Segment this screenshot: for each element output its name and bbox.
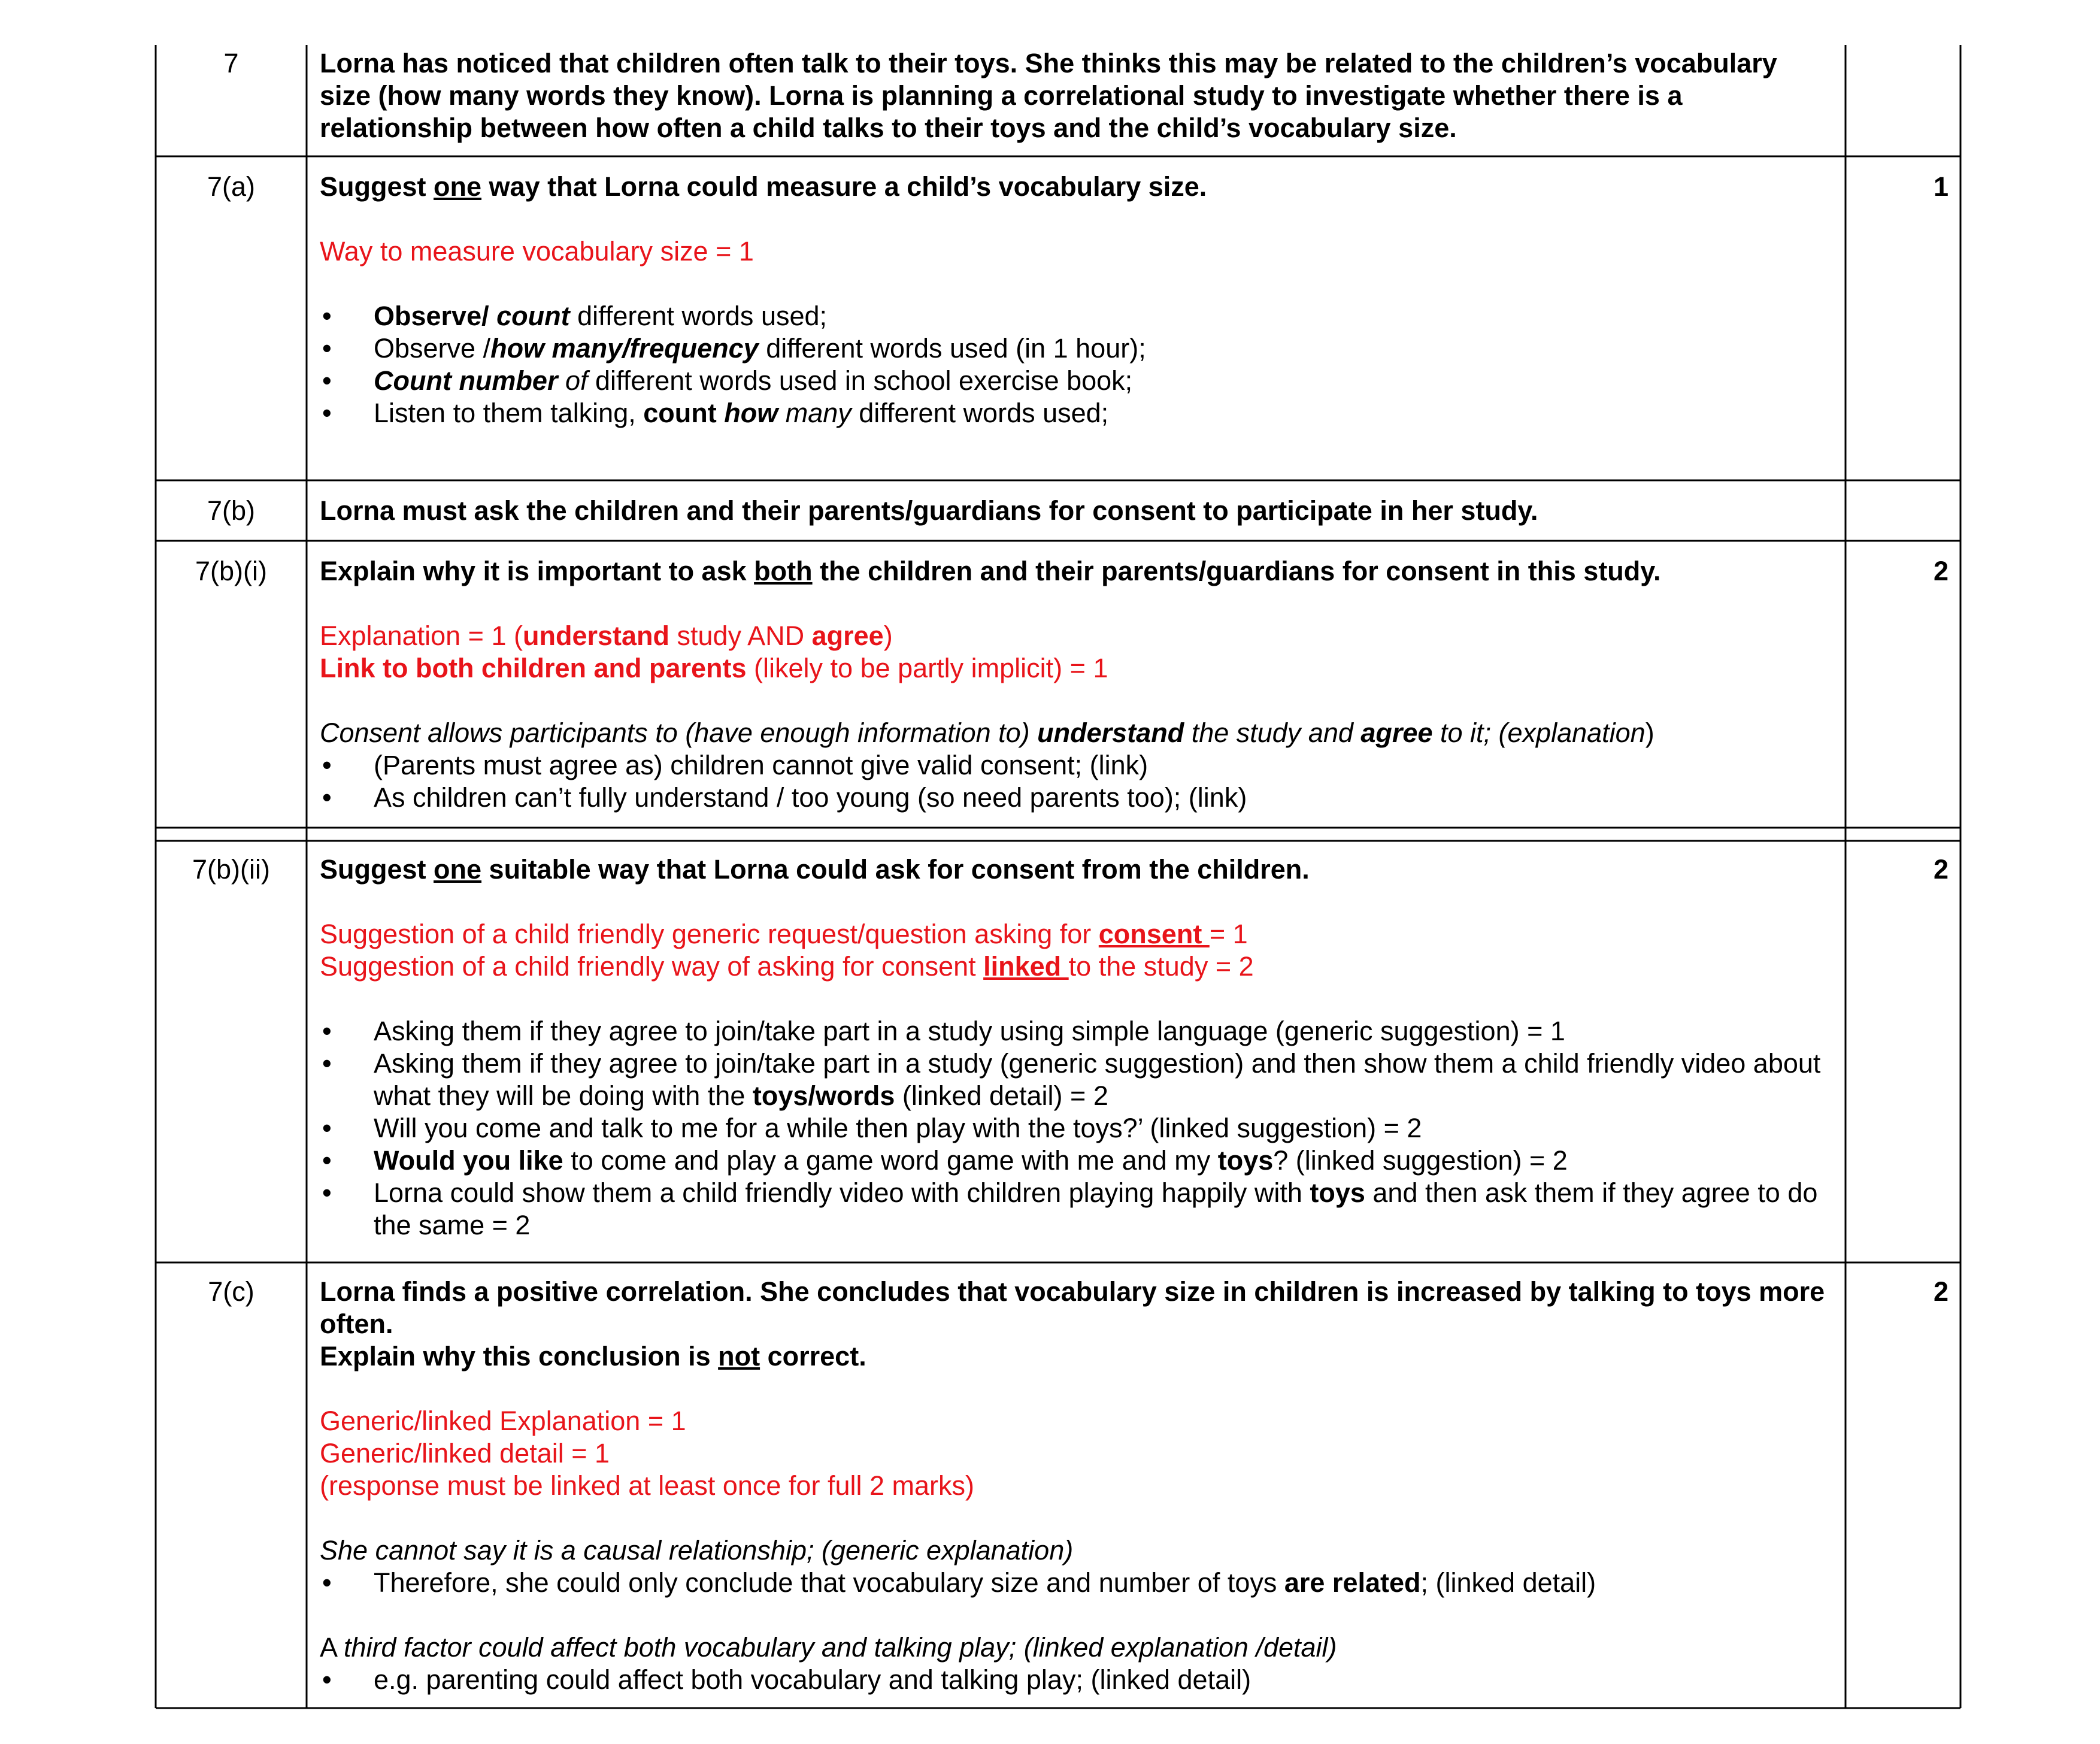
text-run: A: [320, 1632, 344, 1663]
text-run: Generic/linked Explanation = 1: [320, 1406, 686, 1436]
spacer: [320, 1599, 1835, 1631]
paragraph: [320, 235, 1835, 268]
paragraph: [320, 1470, 1835, 1502]
text-run: Lorna must ask the children and their parents/guardians for consent to participate in her study.: [320, 495, 1538, 526]
text-run: Would you like: [374, 1145, 563, 1176]
question-number-7bii: 7(b)(ii): [192, 854, 270, 885]
question-7a-content: [320, 171, 1835, 429]
paragraph: [320, 853, 1835, 886]
text-run: the study and: [1184, 717, 1361, 748]
text-run: e.g. parenting could affect both vocabulary and talking play; (linked detail): [374, 1664, 1251, 1695]
text-run: Therefore, she could only conclude that vocabulary size and number of toys: [374, 1567, 1284, 1598]
text-run: Way to measure vocabulary size = 1: [320, 236, 754, 267]
text-run: (linked detail) = 2: [895, 1080, 1108, 1111]
text-run: Consent allows participants to (have enough information to): [320, 717, 1038, 748]
text-run: ): [883, 620, 893, 651]
paragraph: [320, 47, 1835, 144]
spacer: [320, 203, 1835, 235]
paragraph: [320, 620, 1835, 652]
text-run: understand: [1037, 717, 1184, 748]
text-run: both: [754, 556, 813, 586]
list-item: [320, 1664, 1835, 1696]
spacer: [320, 685, 1835, 717]
text-run: one: [434, 171, 482, 202]
text-run: = 1: [1209, 919, 1248, 949]
text-run: Count number: [374, 365, 558, 396]
text-run: (response must be linked at least once for full 2 marks): [320, 1470, 974, 1501]
text-run: different words used (in 1 hour);: [758, 333, 1146, 364]
list-item: [320, 1567, 1835, 1599]
text-run: Lorna could show them a child friendly video with children playing happily with: [374, 1177, 1310, 1208]
list-item: [320, 300, 1835, 332]
paragraph: [320, 1437, 1835, 1470]
paragraph: [320, 717, 1835, 749]
bullet-list: [320, 1664, 1835, 1696]
text-run: Listen to them talking,: [374, 398, 644, 428]
text-run: Explain why it is important to ask: [320, 556, 754, 586]
list-item: [320, 782, 1835, 814]
bullet-list: [320, 1015, 1835, 1242]
text-run: Asking them if they agree to join/take part in a study using simple language (generic suggestion) = 1: [374, 1016, 1565, 1046]
text-run: ; (linked detail): [1420, 1567, 1596, 1598]
text-run: understand: [522, 620, 670, 651]
text-run: Suggestion of a child friendly generic request/question asking for: [320, 919, 1099, 949]
text-run: As children can’t fully understand / too young (so need parents too); (link): [374, 782, 1247, 813]
text-run: study AND: [669, 620, 812, 651]
text-run: (likely to be partly implicit) = 1: [746, 653, 1108, 683]
paragraph: [320, 555, 1835, 588]
paragraph: [320, 1276, 1835, 1340]
text-run: many: [778, 398, 851, 428]
spacer: [320, 268, 1835, 300]
text-run: toys/words: [752, 1080, 895, 1111]
question-number-7b: 7(b): [207, 495, 256, 526]
list-item: [320, 1112, 1835, 1144]
list-item: [320, 332, 1835, 365]
marks-7bii: 2: [1933, 854, 1949, 885]
text-run: suitable way that Lorna could ask for consent from the children.: [481, 854, 1310, 885]
bullet-list: [320, 749, 1835, 814]
text-run: and then ask them if they agree to do the same = 2: [374, 1177, 1818, 1240]
text-run: correct.: [760, 1341, 866, 1371]
paragraph: [320, 1340, 1835, 1373]
list-item: [320, 1015, 1835, 1047]
paragraph: [320, 950, 1835, 983]
text-run: Suggest: [320, 171, 434, 202]
paragraph: [320, 1631, 1835, 1664]
text-run: count: [496, 301, 570, 331]
question-number-7a: 7(a): [207, 171, 256, 202]
paragraph: [320, 652, 1835, 685]
text-run: Observe /: [374, 333, 491, 364]
spacer: [320, 886, 1835, 918]
text-run: different words used;: [851, 398, 1109, 428]
text-run: third factor could affect both vocabulary and talking play; (linked explanation /detail): [344, 1632, 1337, 1663]
text-run: Generic/linked detail = 1: [320, 1438, 610, 1469]
question-7b-content: [320, 495, 1835, 527]
question-stem-7: [320, 47, 1835, 144]
paragraph: [320, 918, 1835, 950]
text-run: ): [1645, 717, 1654, 748]
question-7bii-content: [320, 853, 1835, 1242]
marks-7a: 1: [1933, 171, 1949, 202]
text-run: Link to both children and parents: [320, 653, 747, 683]
paragraph: [320, 1405, 1835, 1437]
spacer: [320, 983, 1835, 1015]
text-run: Explanation = 1 (: [320, 620, 523, 651]
question-7bi-content: [320, 555, 1835, 814]
question-number-7c: 7(c): [208, 1276, 254, 1307]
list-item: [320, 1177, 1835, 1242]
text-run: different words used;: [569, 301, 828, 331]
text-run: way that Lorna could measure a child’s vocabulary size.: [481, 171, 1207, 202]
list-item: [320, 365, 1835, 397]
text-run: to the study = 2: [1068, 951, 1254, 982]
text-run: are related: [1284, 1567, 1421, 1598]
marks-7bi: 2: [1933, 556, 1949, 586]
spacer: [320, 588, 1835, 620]
text-run: toys: [1310, 1177, 1365, 1208]
question-7c-content: [320, 1276, 1835, 1696]
text-run: Lorna has noticed that children often talk to their toys. She thinks this may be related to the children’s vocabulary size (how many words they know). Lorna is planning a correlational study to investigate whether there is a relationship between how often a child talks to their toys and the child’s vocabulary size.: [320, 48, 1777, 143]
text-run: toys: [1217, 1145, 1274, 1176]
marks-7c: 2: [1933, 1276, 1949, 1307]
text-run: different words used in school exercise book;: [587, 365, 1133, 396]
text-run: Observe/: [374, 301, 497, 331]
text-run: Suggestion of a child friendly way of asking for consent: [320, 951, 984, 982]
text-run: one: [434, 854, 482, 885]
text-run: She cannot say it is a causal relationship; (generic explanation): [320, 1535, 1074, 1566]
spacer: [320, 1502, 1835, 1534]
spacer: [320, 1373, 1835, 1405]
list-item: [320, 1144, 1835, 1177]
bullet-list: [320, 300, 1835, 429]
list-item: [320, 749, 1835, 782]
paragraph: [320, 171, 1835, 203]
text-run: Will you come and talk to me for a while then play with the toys?’ (linked suggestion) = 2: [374, 1113, 1422, 1143]
text-run: (Parents must agree as) children cannot give valid consent; (link): [374, 750, 1149, 780]
question-number-7bi: 7(b)(i): [195, 556, 267, 586]
paragraph: [320, 1534, 1835, 1567]
text-run: agree: [1360, 717, 1433, 748]
text-run: how many/frequency: [490, 333, 759, 364]
text-run: agree: [811, 620, 884, 651]
text-run: Suggest: [320, 854, 434, 885]
text-run: count: [643, 398, 717, 428]
text-run: Explain why this conclusion is: [320, 1341, 719, 1371]
text-run: how: [716, 398, 778, 428]
text-run: not: [718, 1341, 760, 1371]
list-item: [320, 1047, 1835, 1112]
text-run: Asking them if they agree to join/take part in a study (generic suggestion) and then show them a child friendly video about what they will be doing with the: [374, 1048, 1821, 1111]
text-run: consent: [1098, 919, 1210, 949]
text-run: ? (linked suggestion) = 2: [1273, 1145, 1568, 1176]
text-run: the children and their parents/guardians for consent in this study.: [812, 556, 1661, 586]
bullet-list: [320, 1567, 1835, 1599]
text-run: of: [557, 365, 588, 396]
list-item: [320, 397, 1835, 429]
question-number-7: 7: [223, 48, 239, 78]
text-run: to come and play a game word game with me and my: [563, 1145, 1218, 1176]
text-run: linked: [983, 951, 1069, 982]
text-run: to it; (explanation: [1432, 717, 1646, 748]
text-run: Lorna finds a positive correlation. She concludes that vocabulary size in children is increased by talking to toys more often.: [320, 1276, 1825, 1339]
paragraph: [320, 495, 1835, 527]
